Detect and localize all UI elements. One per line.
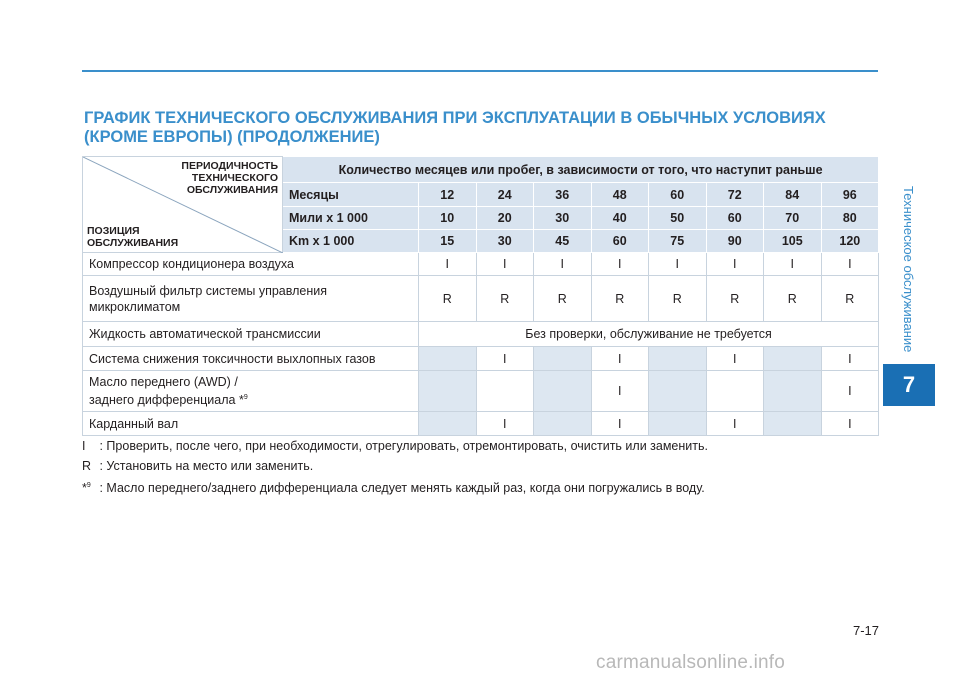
row-value [534, 412, 592, 436]
row-value: I [476, 253, 534, 276]
row-value: R [476, 276, 534, 322]
miles-cell: 50 [649, 207, 707, 230]
row-value: I [534, 253, 592, 276]
note-key: *$^9$ [82, 481, 91, 496]
table-row [83, 253, 879, 276]
row-value [534, 347, 592, 371]
title-line-2: (КРОМЕ ЕВРОПЫ) (ПРОДОЛЖЕНИЕ) [84, 128, 380, 146]
km-cell: 90 [706, 230, 764, 253]
row-item: Система снижения токсичности выхлопных газов [83, 347, 419, 371]
row-value: R [534, 276, 592, 322]
months-cell: 48 [591, 183, 649, 207]
table-row [83, 347, 879, 371]
months-cell: 84 [764, 183, 822, 207]
row-value [419, 371, 477, 412]
row-value: I [419, 253, 477, 276]
miles-cell: 20 [476, 207, 534, 230]
months-cell: 12 [419, 183, 477, 207]
row-value: I [591, 347, 649, 371]
months-label: Месяцы [283, 183, 419, 207]
km-cell: 45 [534, 230, 592, 253]
corner-bottom-label: ПОЗИЦИЯ ОБСЛУЖИВАНИЯ [87, 225, 179, 249]
row-value [764, 347, 822, 371]
row-value: I [821, 371, 879, 412]
km-label: Km x 1 000 [283, 230, 419, 253]
row-value: I [706, 347, 764, 371]
row-value [649, 371, 707, 412]
row-item: Масло переднего (AWD) / заднего дифференциала *$^9$ [83, 371, 419, 412]
months-cell: 96 [821, 183, 879, 207]
row-item: Жидкость автоматической трансмиссии [83, 322, 419, 347]
table-row [83, 276, 879, 322]
miles-cell: 30 [534, 207, 592, 230]
legend-notes [82, 436, 708, 498]
note-text: : Проверить, после чего, при необходимости, отрегулировать, отремонтировать, очистить или заменить. [99, 439, 708, 453]
row-item: Карданный вал [83, 412, 419, 436]
row-value: I [649, 253, 707, 276]
row-item: Компрессор кондиционера воздуха [83, 253, 419, 276]
maintenance-schedule-table [82, 156, 879, 436]
row-value [706, 371, 764, 412]
chapter-badge: 7 [883, 364, 935, 406]
km-cell: 60 [591, 230, 649, 253]
row-value [764, 412, 822, 436]
interval-header: Количество месяцев или пробег, в зависимости от того, что наступит раньше [283, 157, 879, 183]
page-title [84, 109, 874, 147]
miles-cell: 10 [419, 207, 477, 230]
months-cell: 36 [534, 183, 592, 207]
row-value: I [591, 371, 649, 412]
table-row [83, 322, 879, 347]
row-value: I [591, 412, 649, 436]
row-value: I [821, 253, 879, 276]
table-row [83, 371, 879, 412]
miles-cell: 60 [706, 207, 764, 230]
row-value [419, 347, 477, 371]
miles-cell: 40 [591, 207, 649, 230]
months-cell: 24 [476, 183, 534, 207]
miles-label: Мили x 1 000 [283, 207, 419, 230]
row-merged-value: Без проверки, обслуживание не требуется [419, 322, 879, 347]
corner-header-cell [83, 157, 283, 253]
row-value: R [764, 276, 822, 322]
row-value: R [706, 276, 764, 322]
row-value: I [476, 412, 534, 436]
note-row [82, 436, 708, 456]
note-row [82, 456, 708, 476]
km-cell: 30 [476, 230, 534, 253]
miles-cell: 80 [821, 207, 879, 230]
row-value: R [821, 276, 879, 322]
table-row [83, 412, 879, 436]
note-text: : Установить на место или заменить. [99, 459, 314, 473]
row-value: I [821, 412, 879, 436]
corner-top-label: ПЕРИОДИЧНОСТЬ ТЕХНИЧЕСКОГО ОБСЛУЖИВАНИЯ [181, 160, 278, 196]
top-rule [82, 70, 878, 72]
row-value [649, 412, 707, 436]
km-cell: 105 [764, 230, 822, 253]
section-side-label: Техническое обслуживание [901, 186, 916, 353]
miles-cell: 70 [764, 207, 822, 230]
row-value: I [706, 253, 764, 276]
page-number: 7-17 [852, 623, 879, 638]
row-value: R [419, 276, 477, 322]
km-cell: 15 [419, 230, 477, 253]
row-item: Воздушный фильтр системы управления микроклиматом [83, 276, 419, 322]
months-cell: 72 [706, 183, 764, 207]
note-key: R [82, 459, 92, 473]
note-text: : Масло переднего/заднего дифференциала следует менять каждый раз, когда они погружались в воду. [99, 481, 705, 496]
title-line-1: ГРАФИК ТЕХНИЧЕСКОГО ОБСЛУЖИВАНИЯ ПРИ ЭКСПЛУАТАЦИИ В ОБЫЧНЫХ УСЛОВИЯХ [84, 109, 826, 127]
row-value [764, 371, 822, 412]
row-value [476, 371, 534, 412]
row-value: I [591, 253, 649, 276]
row-value: I [821, 347, 879, 371]
row-value [419, 412, 477, 436]
km-cell: 120 [821, 230, 879, 253]
row-value: I [764, 253, 822, 276]
row-value: R [591, 276, 649, 322]
row-value [534, 371, 592, 412]
note-key: I [82, 439, 86, 453]
note-row [82, 476, 708, 498]
row-value: I [706, 412, 764, 436]
watermark: carmanualsonline.info [596, 652, 786, 673]
months-cell: 60 [649, 183, 707, 207]
km-cell: 75 [649, 230, 707, 253]
row-value: R [649, 276, 707, 322]
row-value [649, 347, 707, 371]
row-value: I [476, 347, 534, 371]
